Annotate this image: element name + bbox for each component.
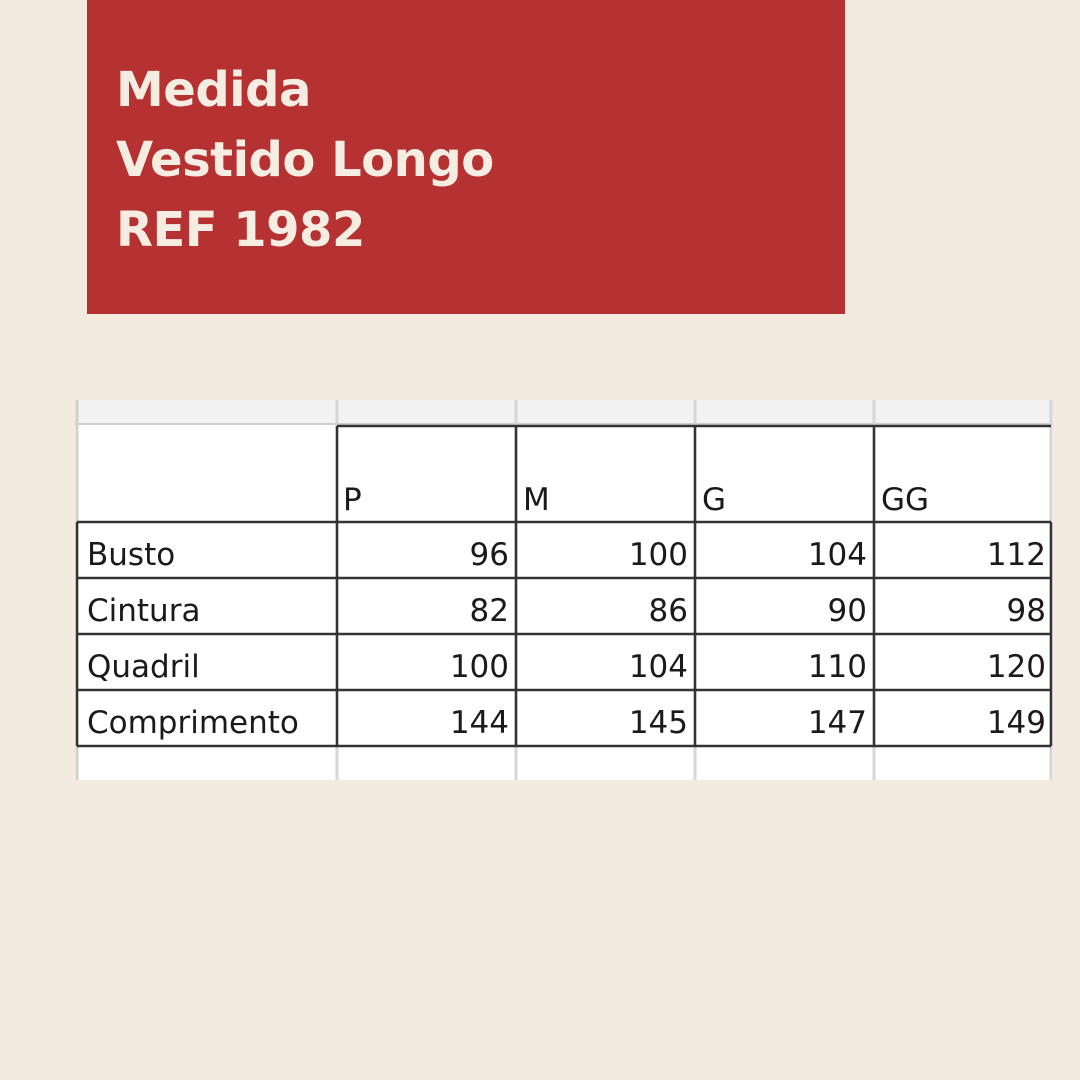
cell-quadril-g: 110 [807,649,867,685]
cell-quadril-gg: 120 [986,649,1046,685]
row-label-quadril: Quadril [87,649,200,685]
column-header-g: G [702,482,727,518]
cell-cintura-m: 86 [648,593,688,629]
cell-busto-m: 100 [628,537,688,573]
size-table-spreadsheet [75,400,1053,780]
cell-busto-gg: 112 [986,537,1046,573]
column-header-p: P [343,482,362,518]
cell-busto-p: 96 [469,537,509,573]
cell-busto-g: 104 [807,537,867,573]
cell-quadril-p: 100 [449,649,509,685]
row-label-busto: Busto [87,537,176,573]
sheet-top-row [75,400,1053,424]
column-header-m: M [523,482,550,518]
cell-comprimento-gg: 149 [986,705,1046,741]
column-header-gg: GG [881,482,930,518]
cell-comprimento-p: 144 [449,705,509,741]
cell-cintura-gg: 98 [1006,593,1046,629]
cell-comprimento-m: 145 [628,705,688,741]
title-line-product: Vestido Longo [116,132,494,188]
row-label-cintura: Cintura [87,593,201,629]
cell-quadril-m: 104 [628,649,688,685]
cell-comprimento-g: 147 [807,705,867,741]
title-line-ref: REF 1982 [116,202,365,258]
sheet-bottom-row [75,745,1053,780]
title-line-medida: Medida [116,62,311,118]
cell-cintura-p: 82 [469,593,509,629]
row-label-comprimento: Comprimento [87,705,299,741]
cell-cintura-g: 90 [827,593,867,629]
title-banner [87,0,845,314]
